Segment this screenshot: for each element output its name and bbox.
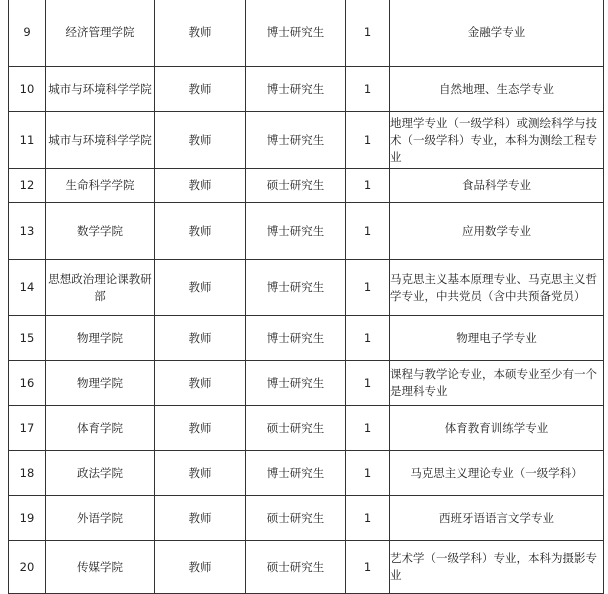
degree-cell: 博士研究生 [246,0,346,67]
requirement-cell: 课程与教学论专业，本硕专业至少有一个是理科专业 [390,361,604,406]
requirement-cell: 马克思主义理论专业（一级学科） [390,451,604,496]
degree-cell: 硕士研究生 [246,541,346,594]
row-number: 17 [9,406,46,451]
department-cell: 物理学院 [46,361,155,406]
department-cell: 生命科学学院 [46,169,155,203]
position-cell: 教师 [155,406,246,451]
recruitment-table [8,0,604,594]
requirement-cell: 自然地理、生态学专业 [390,67,604,112]
table-row [9,406,604,451]
table-row [9,451,604,496]
headcount-cell: 1 [346,451,390,496]
department-cell: 经济管理学院 [46,0,155,67]
degree-cell: 博士研究生 [246,112,346,169]
headcount-cell: 1 [346,541,390,594]
requirement-cell: 物理电子学专业 [390,316,604,361]
headcount-cell: 1 [346,112,390,169]
degree-cell: 硕士研究生 [246,169,346,203]
row-number: 20 [9,541,46,594]
department-cell: 城市与环境科学学院 [46,112,155,169]
degree-cell: 博士研究生 [246,203,346,260]
headcount-cell: 1 [346,260,390,316]
table-row [9,203,604,260]
department-cell: 传媒学院 [46,541,155,594]
requirement-cell: 应用数学专业 [390,203,604,260]
row-number: 14 [9,260,46,316]
headcount-cell: 1 [346,0,390,67]
row-number: 13 [9,203,46,260]
row-number: 15 [9,316,46,361]
requirement-cell: 地理学专业（一级学科）或测绘科学与技术（一级学科）专业，本科为测绘工程专业 [390,112,604,169]
degree-cell: 博士研究生 [246,361,346,406]
table-row [9,169,604,203]
table-row [9,496,604,541]
degree-cell: 博士研究生 [246,316,346,361]
department-cell: 城市与环境科学学院 [46,67,155,112]
table-row [9,316,604,361]
requirement-cell: 艺术学（一级学科）专业，本科为摄影专业 [390,541,604,594]
headcount-cell: 1 [346,67,390,112]
row-number: 18 [9,451,46,496]
row-number: 12 [9,169,46,203]
requirement-cell: 马克思主义基本原理专业、马克思主义哲学专业，中共党员（含中共预备党员） [390,260,604,316]
row-number: 11 [9,112,46,169]
degree-cell: 硕士研究生 [246,406,346,451]
table-row [9,361,604,406]
position-cell: 教师 [155,316,246,361]
position-cell: 教师 [155,112,246,169]
department-cell: 外语学院 [46,496,155,541]
headcount-cell: 1 [346,169,390,203]
headcount-cell: 1 [346,496,390,541]
position-cell: 教师 [155,451,246,496]
department-cell: 政法学院 [46,451,155,496]
headcount-cell: 1 [346,316,390,361]
degree-cell: 硕士研究生 [246,496,346,541]
table-row [9,0,604,67]
requirement-cell: 金融学专业 [390,0,604,67]
headcount-cell: 1 [346,203,390,260]
table-row [9,541,604,594]
headcount-cell: 1 [346,406,390,451]
position-cell: 教师 [155,67,246,112]
row-number: 19 [9,496,46,541]
row-number: 10 [9,67,46,112]
degree-cell: 博士研究生 [246,67,346,112]
row-number: 9 [9,0,46,67]
department-cell: 数学学院 [46,203,155,260]
headcount-cell: 1 [346,361,390,406]
requirement-cell: 西班牙语语言文学专业 [390,496,604,541]
department-cell: 思想政治理论课教研部 [46,260,155,316]
table-body [9,0,604,594]
degree-cell: 博士研究生 [246,260,346,316]
requirement-cell: 食品科学专业 [390,169,604,203]
position-cell: 教师 [155,361,246,406]
degree-cell: 博士研究生 [246,451,346,496]
row-number: 16 [9,361,46,406]
position-cell: 教师 [155,203,246,260]
requirement-cell: 体育教育训练学专业 [390,406,604,451]
position-cell: 教师 [155,260,246,316]
position-cell: 教师 [155,169,246,203]
table-row [9,112,604,169]
department-cell: 物理学院 [46,316,155,361]
table-row [9,67,604,112]
department-cell: 体育学院 [46,406,155,451]
position-cell: 教师 [155,0,246,67]
table-row [9,260,604,316]
position-cell: 教师 [155,541,246,594]
position-cell: 教师 [155,496,246,541]
